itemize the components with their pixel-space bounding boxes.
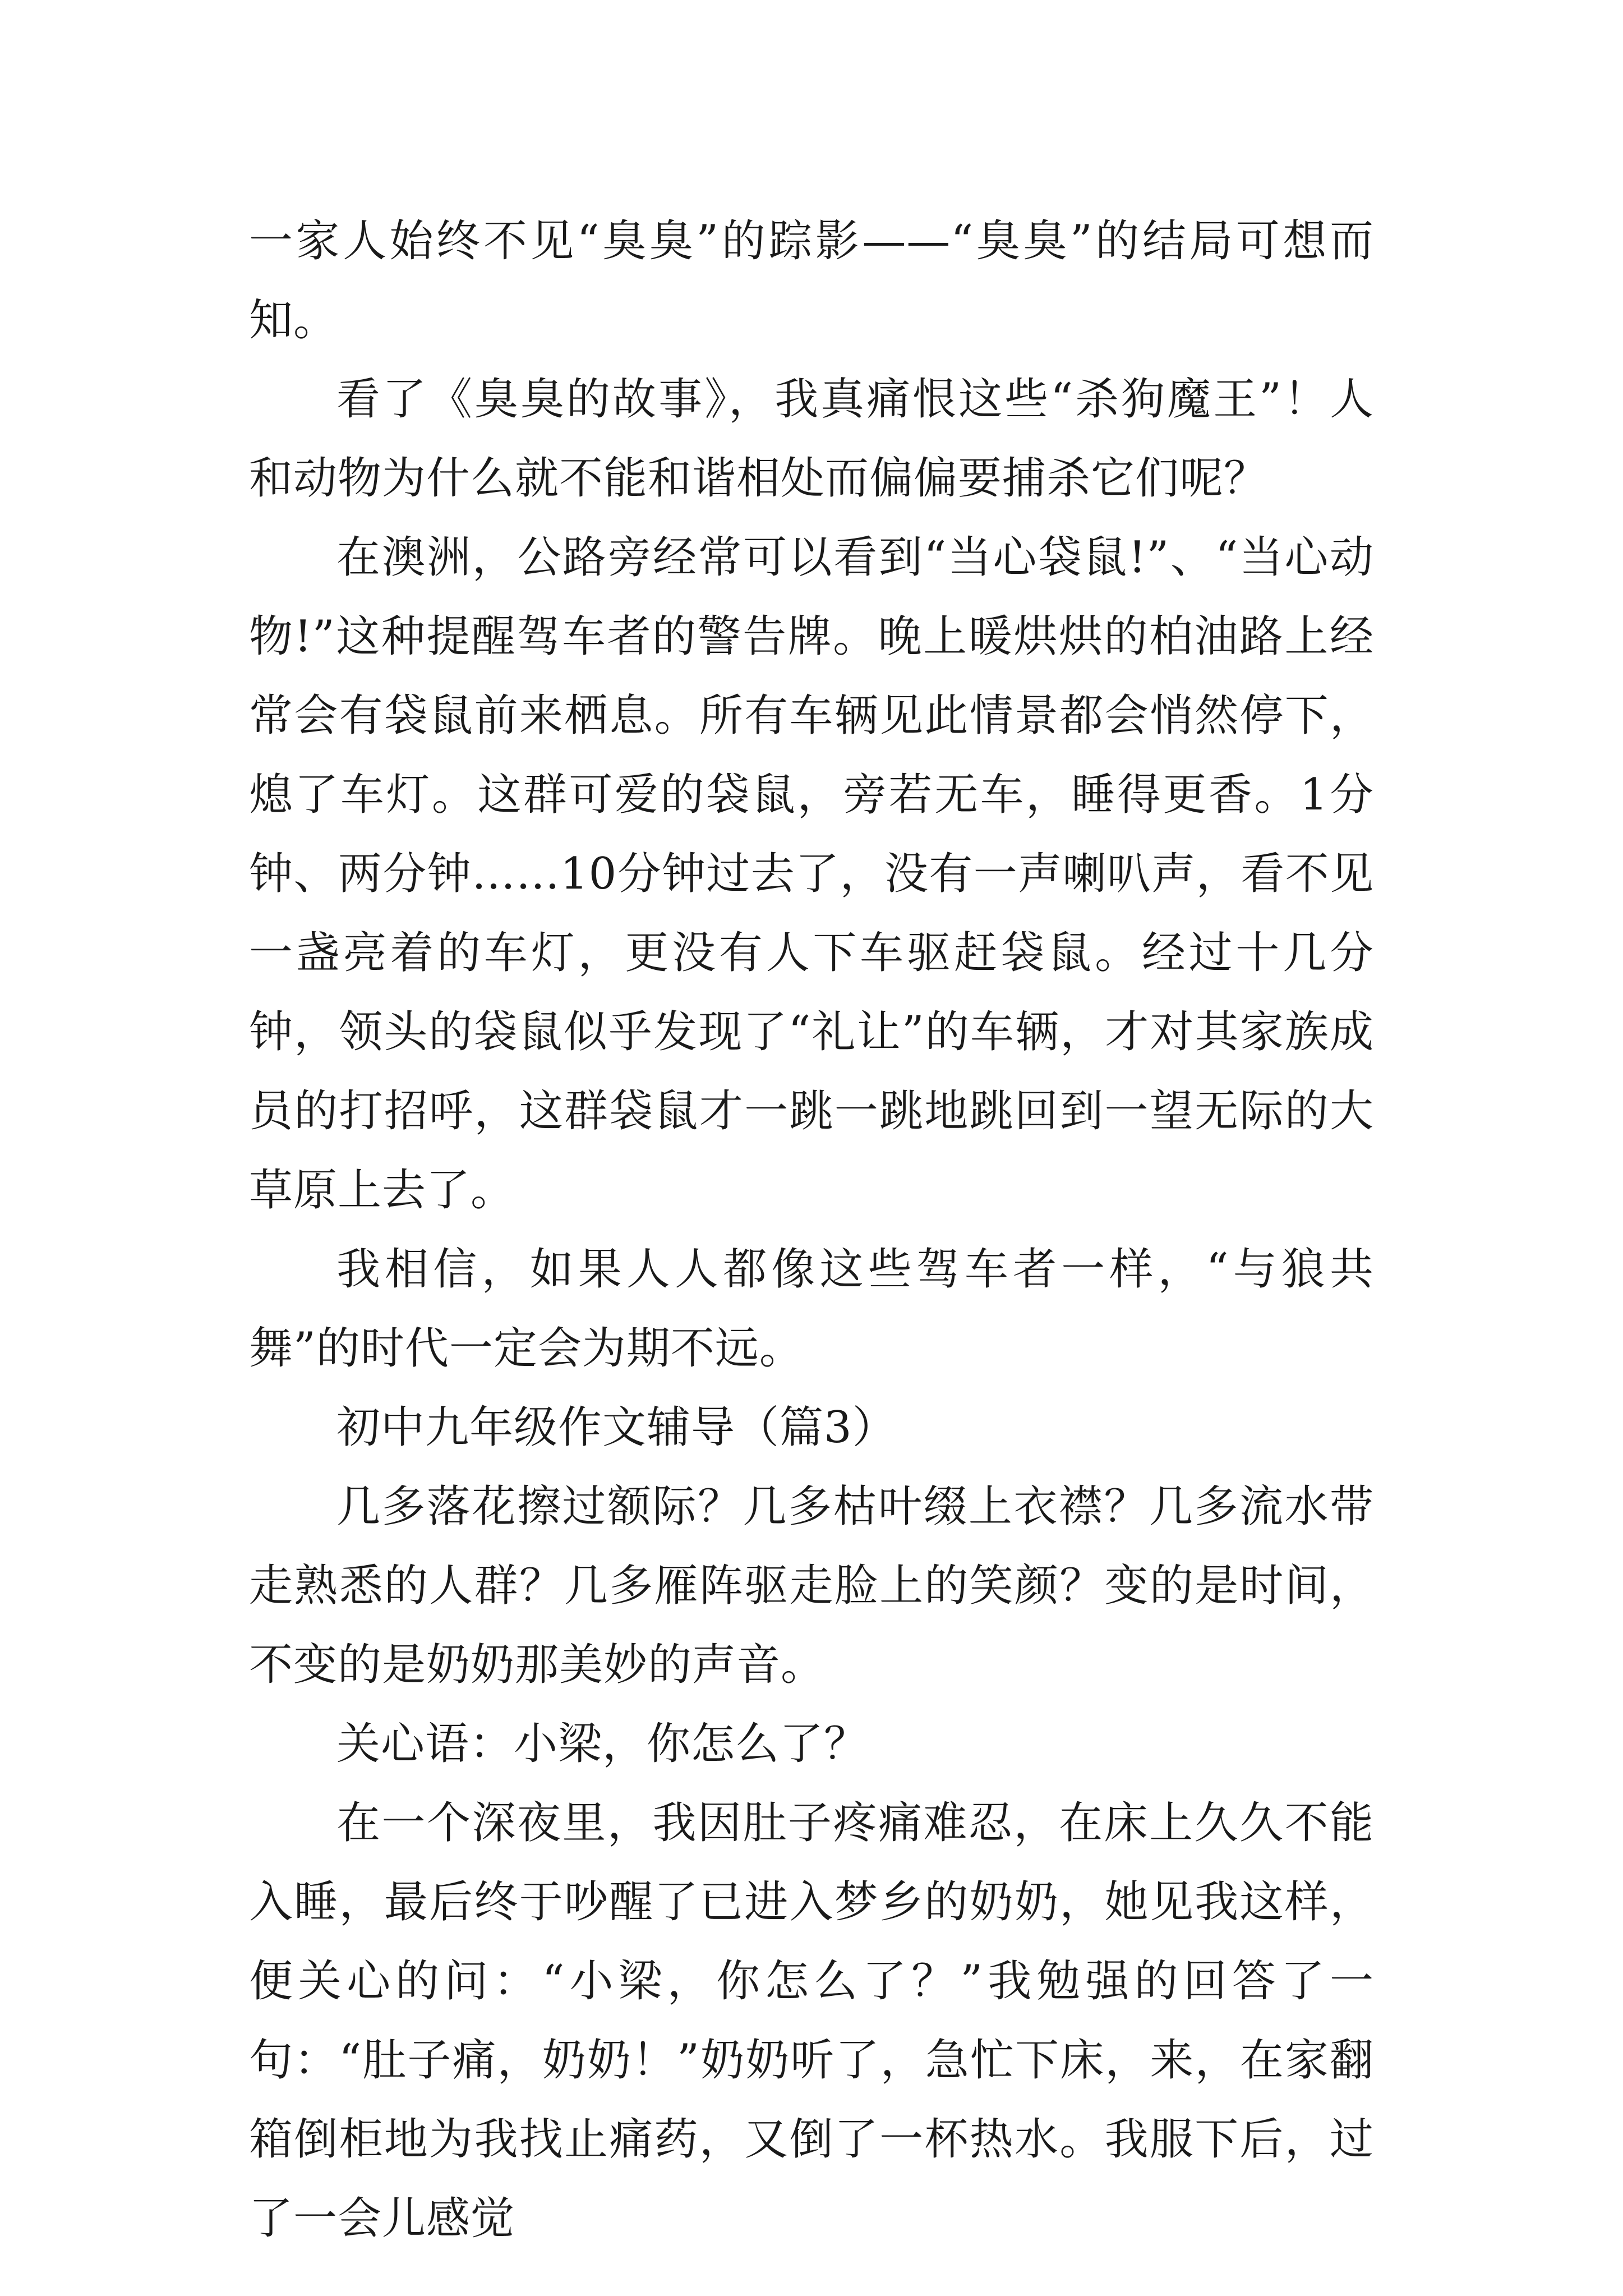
- paragraph: 看了《臭臭的故事》，我真痛恨这些“杀狗魔王”！人和动物为什么就不能和谐相处而偏偏要捕杀它们呢？: [249, 374, 1374, 504]
- subheading: 关心语：小梁，你怎么了？: [336, 1719, 869, 1769]
- document-body: [249, 202, 1374, 2258]
- paragraph-continuation: 一家人始终不见“臭臭”的踪影——“臭臭”的结局可想而知。: [249, 216, 1374, 346]
- paragraph: 我相信，如果人人都像这些驾车者一样，“与狼共舞”的时代一定会为期不远。: [249, 1244, 1374, 1374]
- section-heading: 初中九年级作文辅导（篇3）: [336, 1402, 897, 1453]
- paragraph: 几多落花擦过额际？几多枯叶缀上衣襟？几多流水带走熟悉的人群？几多雁阵驱走脸上的笑颜？变的是时间，不变的是奶奶那美妙的声音。: [249, 1481, 1374, 1690]
- paragraph: 在一个深夜里，我因肚子疼痛难忍，在床上久久不能入睡，最后终于吵醒了已进入梦乡的奶奶，她见我这样，便关心的问：“小梁，你怎么了？”我勉强的回答了一句：“肚子痛，奶奶！”奶奶听了，急忙下床，来，在家翻箱倒柜地为我找止痛药，又倒了一杯热水。我服下后，过了一会儿感觉: [249, 1798, 1374, 2244]
- paragraph: 在澳洲，公路旁经常可以看到“当心袋鼠!”、“当心动物!”这种提醒驾车者的警告牌。晚上暖烘烘的柏油路上经常会有袋鼠前来栖息。所有车辆见此情景都会悄然停下，熄了车灯。这群可爱的袋鼠，旁若无车，睡得更香。1分钟、两分钟……10分钟过去了，没有一声喇叭声，看不见一盏亮着的车灯，更没有人下车驱赶袋鼠。经过十几分钟，领头的袋鼠似乎发现了“礼让”的车辆，才对其家族成员的打招呼，这群袋鼠才一跳一跳地跳回到一望无际的大草原上去了。: [249, 532, 1374, 1216]
